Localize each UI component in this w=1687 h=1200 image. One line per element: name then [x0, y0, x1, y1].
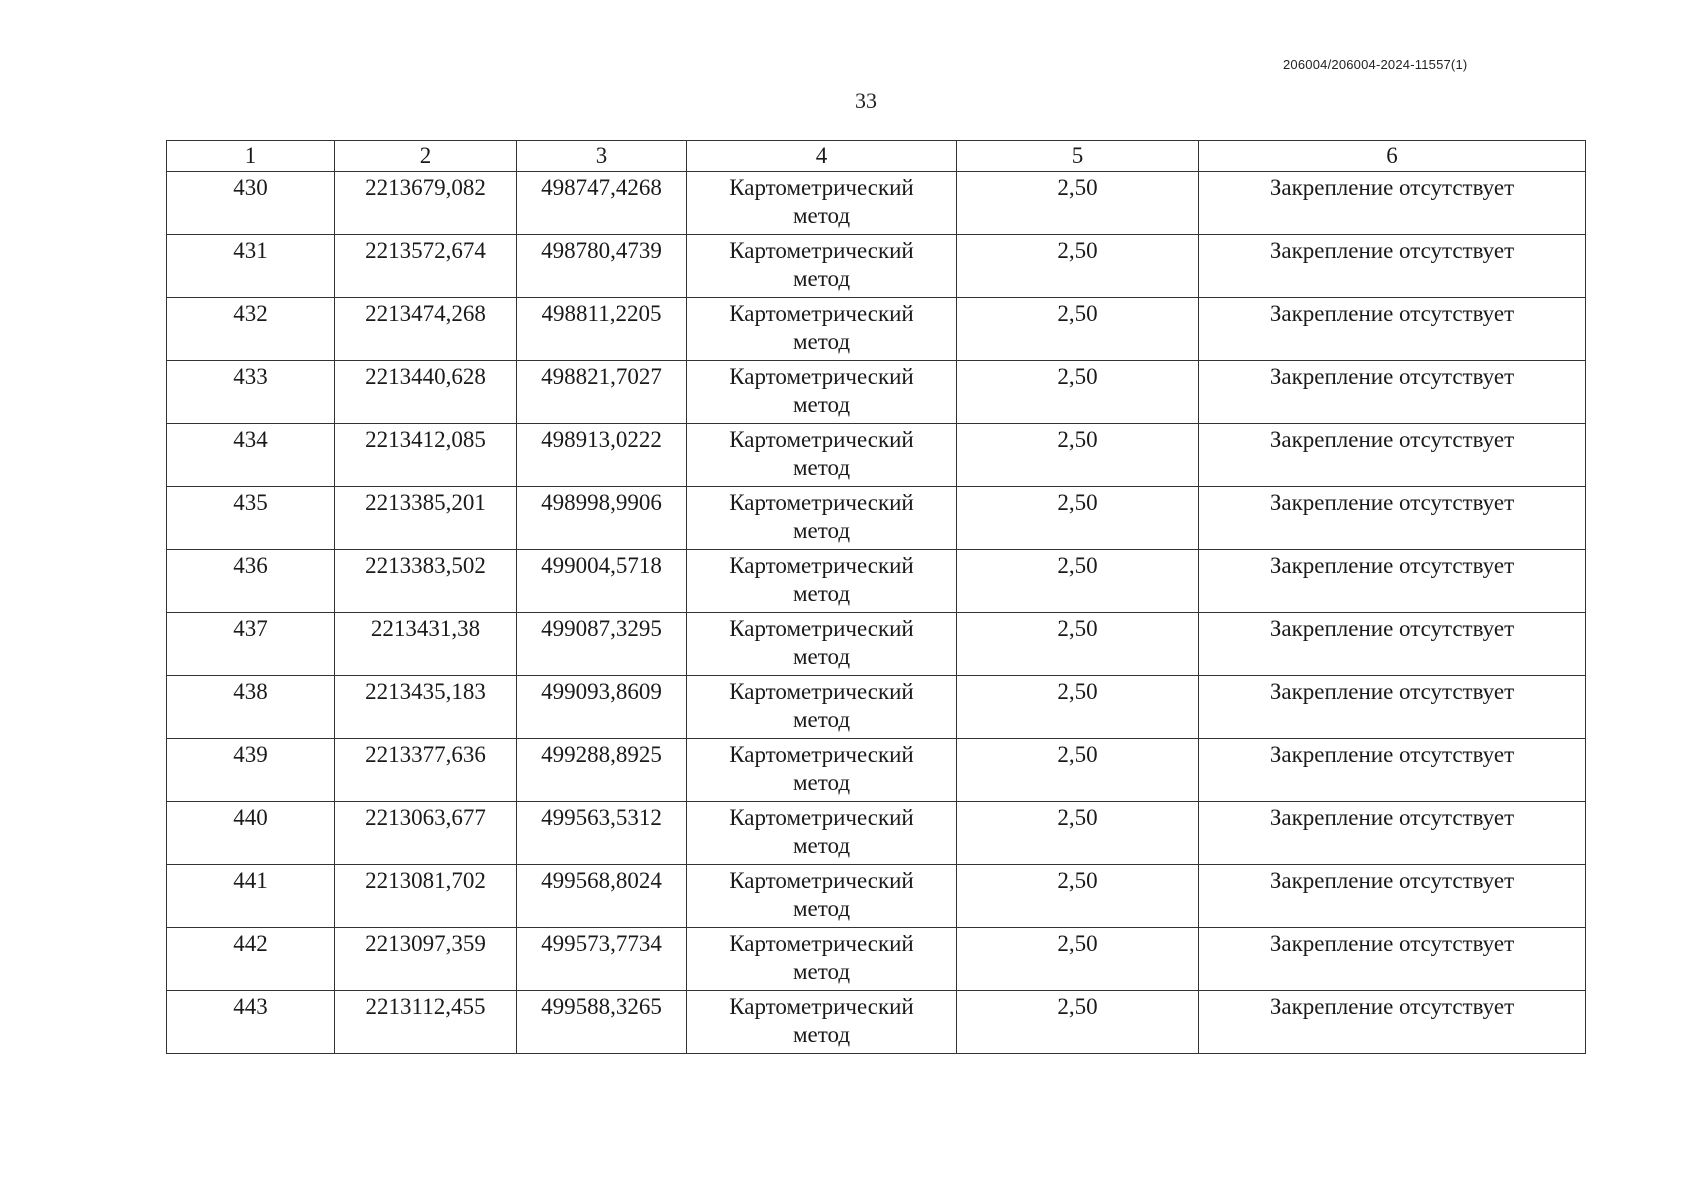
accuracy-cell: 2,50: [957, 235, 1199, 298]
x-coordinate-cell: 2213097,359: [335, 928, 517, 991]
x-coordinate-cell: 2213431,38: [335, 613, 517, 676]
table-row: [167, 172, 1586, 235]
fixation-cell: Закрепление отсутствует: [1199, 361, 1586, 424]
y-coordinate-cell: 499573,7734: [517, 928, 687, 991]
column-header-3: 3: [517, 141, 687, 172]
method-text: Картометрический: [729, 805, 914, 830]
y-coordinate-cell: 499087,3295: [517, 613, 687, 676]
column-header-5: 5: [957, 141, 1199, 172]
x-coordinate-cell: 2213385,201: [335, 487, 517, 550]
y-coordinate-cell: 499568,8024: [517, 865, 687, 928]
fixation-cell: Закрепление отсутствует: [1199, 550, 1586, 613]
column-header-1: 1: [167, 141, 335, 172]
table-row: [167, 361, 1586, 424]
fixation-cell: Закрепление отсутствует: [1199, 172, 1586, 235]
fixation-cell: Закрепление отсутствует: [1199, 487, 1586, 550]
accuracy-cell: 2,50: [957, 676, 1199, 739]
table-row: [167, 865, 1586, 928]
point-number-cell: 437: [167, 613, 335, 676]
method-text: метод: [792, 392, 851, 417]
accuracy-cell: 2,50: [957, 739, 1199, 802]
point-number-cell: 439: [167, 739, 335, 802]
method-text: метод: [792, 1022, 851, 1047]
method-cell: [687, 172, 957, 235]
y-coordinate-cell: 498821,7027: [517, 361, 687, 424]
method-cell: [687, 235, 957, 298]
method-text: Картометрический: [729, 616, 914, 641]
accuracy-cell: 2,50: [957, 424, 1199, 487]
fixation-cell: Закрепление отсутствует: [1199, 298, 1586, 361]
table-row: [167, 424, 1586, 487]
accuracy-cell: 2,50: [957, 802, 1199, 865]
method-cell: [687, 802, 957, 865]
fixation-cell: Закрепление отсутствует: [1199, 739, 1586, 802]
method-text: метод: [792, 266, 851, 291]
table-row: [167, 928, 1586, 991]
y-coordinate-cell: 498780,4739: [517, 235, 687, 298]
method-text: метод: [792, 329, 851, 354]
method-text: метод: [792, 959, 851, 984]
accuracy-cell: 2,50: [957, 172, 1199, 235]
method-text: метод: [792, 455, 851, 480]
point-number-cell: 440: [167, 802, 335, 865]
point-number-cell: 434: [167, 424, 335, 487]
method-text: Картометрический: [729, 742, 914, 767]
table-body: [167, 172, 1586, 1054]
method-cell: [687, 361, 957, 424]
method-cell: [687, 865, 957, 928]
accuracy-cell: 2,50: [957, 865, 1199, 928]
x-coordinate-cell: 2213572,674: [335, 235, 517, 298]
method-text: метод: [792, 833, 851, 858]
y-coordinate-cell: 499563,5312: [517, 802, 687, 865]
y-coordinate-cell: 498811,2205: [517, 298, 687, 361]
y-coordinate-cell: 499093,8609: [517, 676, 687, 739]
method-text: метод: [792, 203, 851, 228]
y-coordinate-cell: 499004,5718: [517, 550, 687, 613]
method-cell: [687, 676, 957, 739]
method-text: Картометрический: [729, 679, 914, 704]
fixation-cell: Закрепление отсутствует: [1199, 865, 1586, 928]
method-cell: [687, 298, 957, 361]
accuracy-cell: 2,50: [957, 361, 1199, 424]
method-text: Картометрический: [729, 364, 914, 389]
column-header-4: 4: [687, 141, 957, 172]
method-text: Картометрический: [729, 238, 914, 263]
y-coordinate-cell: 499588,3265: [517, 991, 687, 1054]
method-cell: [687, 424, 957, 487]
x-coordinate-cell: 2213063,677: [335, 802, 517, 865]
point-number-cell: 433: [167, 361, 335, 424]
point-number-cell: 443: [167, 991, 335, 1054]
accuracy-cell: 2,50: [957, 613, 1199, 676]
fixation-cell: Закрепление отсутствует: [1199, 928, 1586, 991]
x-coordinate-cell: 2213412,085: [335, 424, 517, 487]
method-text: метод: [792, 896, 851, 921]
table-row: [167, 676, 1586, 739]
method-text: метод: [792, 770, 851, 795]
method-cell: [687, 487, 957, 550]
method-cell: [687, 928, 957, 991]
table-row: [167, 550, 1586, 613]
x-coordinate-cell: 2213435,183: [335, 676, 517, 739]
table-row: [167, 739, 1586, 802]
method-text: Картометрический: [729, 868, 914, 893]
point-number-cell: 435: [167, 487, 335, 550]
method-text: Картометрический: [729, 427, 914, 452]
method-text: метод: [792, 707, 851, 732]
method-text: метод: [792, 644, 851, 669]
table-row: [167, 802, 1586, 865]
table-row: [167, 487, 1586, 550]
fixation-cell: Закрепление отсутствует: [1199, 235, 1586, 298]
x-coordinate-cell: 2213383,502: [335, 550, 517, 613]
method-text: Картометрический: [729, 301, 914, 326]
accuracy-cell: 2,50: [957, 487, 1199, 550]
method-text: Картометрический: [729, 994, 914, 1019]
column-header-2: 2: [335, 141, 517, 172]
document-id: 206004/206004-2024-11557(1): [1283, 57, 1468, 72]
column-header-6: 6: [1199, 141, 1586, 172]
coordinates-table: [166, 140, 1586, 1054]
page-number: 33: [855, 88, 877, 113]
x-coordinate-cell: 2213679,082: [335, 172, 517, 235]
y-coordinate-cell: 498913,0222: [517, 424, 687, 487]
accuracy-cell: 2,50: [957, 991, 1199, 1054]
fixation-cell: Закрепление отсутствует: [1199, 424, 1586, 487]
x-coordinate-cell: 2213474,268: [335, 298, 517, 361]
method-cell: [687, 991, 957, 1054]
fixation-cell: Закрепление отсутствует: [1199, 676, 1586, 739]
method-text: метод: [792, 581, 851, 606]
point-number-cell: 430: [167, 172, 335, 235]
point-number-cell: 432: [167, 298, 335, 361]
x-coordinate-cell: 2213112,455: [335, 991, 517, 1054]
x-coordinate-cell: 2213377,636: [335, 739, 517, 802]
point-number-cell: 438: [167, 676, 335, 739]
method-cell: [687, 739, 957, 802]
method-text: Картометрический: [729, 175, 914, 200]
accuracy-cell: 2,50: [957, 928, 1199, 991]
table-row: [167, 235, 1586, 298]
point-number-cell: 442: [167, 928, 335, 991]
method-text: Картометрический: [729, 553, 914, 578]
table-row: [167, 613, 1586, 676]
point-number-cell: 436: [167, 550, 335, 613]
table-row: [167, 991, 1586, 1054]
x-coordinate-cell: 2213081,702: [335, 865, 517, 928]
table-header-row: [167, 141, 1586, 172]
fixation-cell: Закрепление отсутствует: [1199, 613, 1586, 676]
y-coordinate-cell: 498998,9906: [517, 487, 687, 550]
fixation-cell: Закрепление отсутствует: [1199, 802, 1586, 865]
point-number-cell: 441: [167, 865, 335, 928]
x-coordinate-cell: 2213440,628: [335, 361, 517, 424]
fixation-cell: Закрепление отсутствует: [1199, 991, 1586, 1054]
accuracy-cell: 2,50: [957, 298, 1199, 361]
method-text: Картометрический: [729, 490, 914, 515]
method-cell: [687, 550, 957, 613]
y-coordinate-cell: 498747,4268: [517, 172, 687, 235]
method-cell: [687, 613, 957, 676]
method-text: Картометрический: [729, 931, 914, 956]
table-row: [167, 298, 1586, 361]
method-text: метод: [792, 518, 851, 543]
accuracy-cell: 2,50: [957, 550, 1199, 613]
point-number-cell: 431: [167, 235, 335, 298]
y-coordinate-cell: 499288,8925: [517, 739, 687, 802]
